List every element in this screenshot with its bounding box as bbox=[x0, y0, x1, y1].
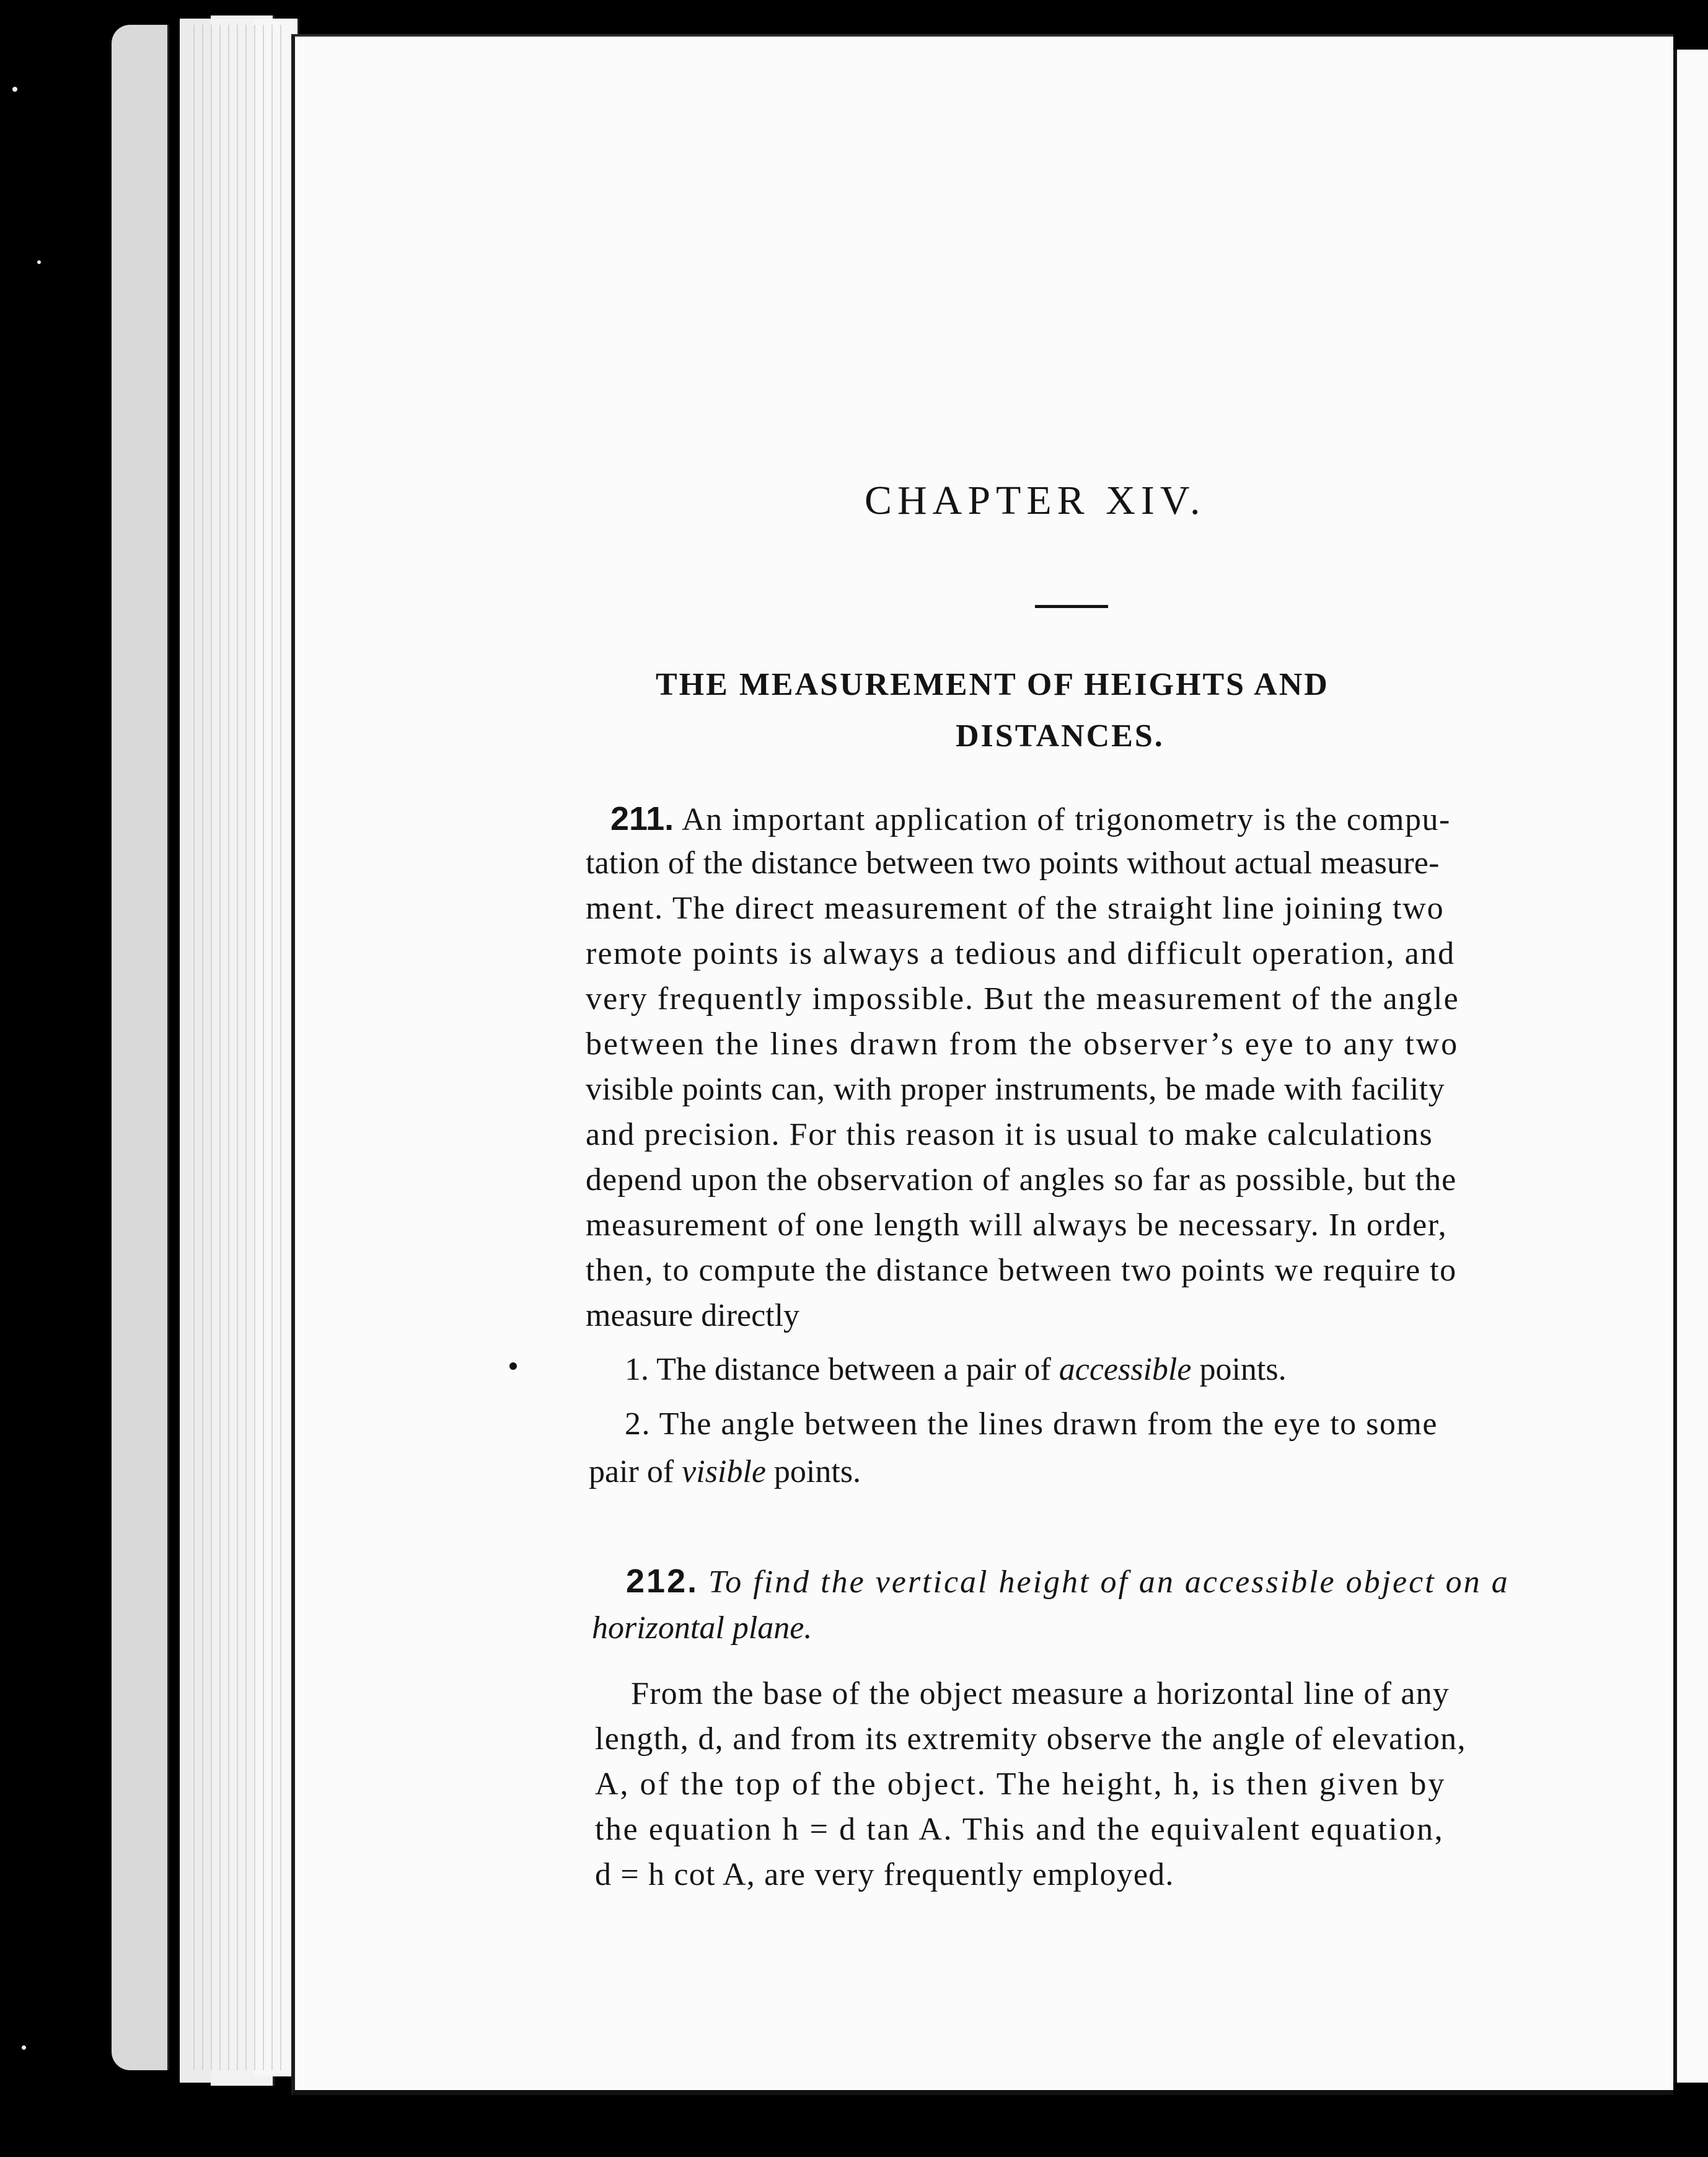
list-text: pair of bbox=[589, 1454, 674, 1489]
section-211-first-line bbox=[610, 800, 1451, 838]
section-number-212: 212. bbox=[626, 1563, 699, 1600]
scan-speck bbox=[12, 87, 17, 92]
list-number: 2. bbox=[625, 1406, 651, 1442]
list-number: 1. bbox=[625, 1352, 649, 1387]
facing-page-strip bbox=[1673, 50, 1708, 2083]
scan-speck bbox=[37, 260, 41, 264]
chapter-heading: CHAPTER XIV. bbox=[865, 478, 1206, 523]
list-item-1 bbox=[625, 1351, 1287, 1388]
paragraph-line: ment. The direct measurement of the straight line joining two bbox=[586, 891, 1445, 926]
paragraph-line: then, to compute the distance between two points we require to bbox=[586, 1253, 1457, 1288]
paragraph-line: tation of the distance between two points without actual measure- bbox=[586, 845, 1440, 881]
paragraph-line: very frequently impossible. But the measurement of the angle bbox=[586, 981, 1459, 1017]
paragraph-line: depend upon the observation of angles so far as possible, but the bbox=[586, 1162, 1457, 1198]
paragraph-line: measure directly bbox=[586, 1298, 800, 1333]
gutter-line bbox=[1673, 50, 1677, 2083]
list-text: The angle between the lines drawn from the eye to some bbox=[659, 1406, 1438, 1442]
chapter-title-line-1: THE MEASUREMENT OF HEIGHTS AND bbox=[656, 667, 1329, 702]
section-number-211: 211. bbox=[610, 800, 674, 837]
book-edge-outer bbox=[112, 25, 169, 2070]
paragraph-line: the equation h = d tan A. This and the equivalent equation, bbox=[595, 1812, 1445, 1847]
paragraph-line: visible points can, with proper instruments, be made with facility bbox=[586, 1072, 1445, 1107]
list-item-2 bbox=[625, 1406, 1438, 1442]
page-stack-lines bbox=[186, 25, 285, 2070]
heading-rule bbox=[1035, 605, 1108, 608]
chapter-title-line-2: DISTANCES. bbox=[956, 718, 1164, 754]
list-text: points. bbox=[1199, 1352, 1287, 1387]
scan-speck bbox=[22, 2045, 26, 2050]
paragraph-line: length, d, and from its extremity observe the angle of elevation, bbox=[595, 1721, 1466, 1757]
paragraph-line: remote points is always a tedious and difficult operation, and bbox=[586, 936, 1456, 971]
ink-speck bbox=[509, 1362, 517, 1370]
paragraph-line: From the base of the object measure a horizontal line of any bbox=[631, 1676, 1450, 1711]
paragraph-line: and precision. For this reason it is usual to make calculations bbox=[586, 1117, 1433, 1152]
paragraph-line: An important application of trigonometry is the compu- bbox=[682, 802, 1451, 837]
section-212-heading-line-2: horizontal plane. bbox=[592, 1610, 812, 1646]
paragraph-line: A, of the top of the object. The height, h, is then given by bbox=[595, 1767, 1446, 1802]
paragraph-line: d = h cot A, are very frequently employed. bbox=[595, 1857, 1174, 1892]
section-heading-text: To find the vertical height of an accessible object on a bbox=[708, 1564, 1510, 1600]
section-212-heading-line-1 bbox=[626, 1562, 1510, 1600]
list-text-italic: visible bbox=[682, 1454, 766, 1489]
list-text-italic: accessible bbox=[1059, 1352, 1192, 1387]
paragraph-line: between the lines drawn from the observer’s eye to any two bbox=[586, 1026, 1459, 1062]
list-text: points. bbox=[773, 1454, 861, 1489]
list-item-2-continued bbox=[589, 1453, 861, 1490]
list-text: The distance between a pair of bbox=[656, 1352, 1051, 1387]
paragraph-line: measurement of one length will always be necessary. In order, bbox=[586, 1207, 1448, 1243]
